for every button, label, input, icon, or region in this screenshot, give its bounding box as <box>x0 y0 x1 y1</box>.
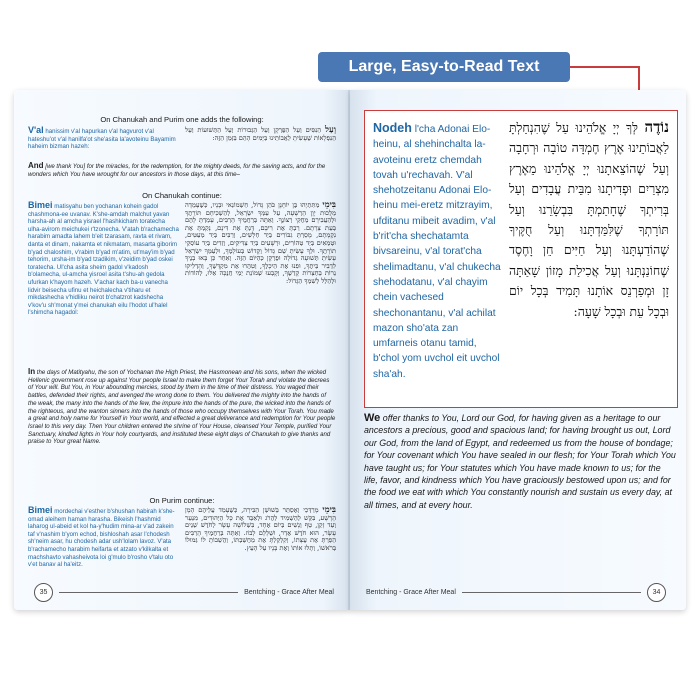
left-footer-rule <box>59 592 238 593</box>
vaal-en-lead: And <box>28 161 44 170</box>
vaal-block <box>28 127 336 167</box>
nodeh-tr-lead: Nodeh <box>373 121 412 135</box>
callout-label: Large, Easy-to-Read Text <box>318 52 570 82</box>
bimei-chanukah-block <box>28 202 336 362</box>
purim-tr-text: mordechai v'esther b'shushan habirah k'she-omad aleihem haman harasha. Bikeish l'hashmid laharog ul-abeid et kol ha-y'hudim mina-ar v'ad zakein taf v'nashim b'yom echod, bishloshah asar l'chodesh sh'neim asar, hu chodesh adar ush'lolam lavoz. V'ata b'rachamecho harabim heifarta et atzato v'kilkalta et machshavto vahasheivota loi g'mulo b'rosho v'talu oto v'et banav al ha'eitz. <box>28 508 175 569</box>
nodeh-transliteration <box>373 121 501 382</box>
bimei-purim-block <box>28 507 336 587</box>
bimei-en-text: the days of Matityahu, the son of Yochanan the High Priest, the Hasmonean and his sons, when the wicked Hellenic government rose up against Your people Israel to make them forget Your Torah and violate the decrees of Your will. But You, in Your abounding mercies, stood by them in the time of their distress. You waged their battles, defended their rights, and avenged the wrong done to them. You delivered the mighty into the hands of the weak, the many into the hands of the few, the impure into the hands of the pure, the wicked into the hands of the righteous, and the wanton sinners into the hands of those who occupy themselves with Your Torah. You made a great and holy name for Yourself in Your world, and effected a great deliverance and redemption for Your people Israel to this very day. Then Your children entered the shrine of Your House, cleansed Your Temple, purified Your Sanctuary, kindled lights in Your holy courtyards, and instituted these eight days of Chanukah to give thanks and praise to Your great Name. <box>28 369 336 446</box>
bimei-he-lead: בִּימֵי <box>322 200 336 210</box>
nodeh-english <box>364 412 676 511</box>
vaal-he-lead: וְעַל <box>325 125 336 135</box>
vaal-he-text: הַנִּסִּים וְעַל הַפֻּרְקָן וְעַל הַגְּבוּרוֹת וְעַל הַתְּשׁוּעוֹת וְעַל הַנִּפְלָאוֹת שֶׁעָשִׂיתָ לַאֲבוֹתֵינוּ בַּיָּמִים הָהֵם בַּזְּמַן הַזֶּה: <box>185 126 336 142</box>
right-footer-rule <box>462 592 641 593</box>
nodeh-tr-text: l'cha Adonai Elo-heinu, al shehinchalta la-avoteinu eretz chemdah tovah u'rechavah. V'al shehotzeitanu Adonai Elo-heinu mei-eretz mitzrayim, ufditanu mibeit avadim, v'al b'rit'cha shechatamta bivsareinu, v'al torat'cha shelimadtanu, v'al chukecha shehodatanu, v'al chayim chein vachesed shechonantanu, v'al achilat mazon sho'ata zan umfarneis otanu tamid, b'chol yom uvchol eit uvchol sha'ah. <box>373 124 501 380</box>
nodeh-he-text: לְּךָ יְיָ אֱלֹהֵינוּ עַל שֶׁהִנְחַלְתָּ לַאֲבוֹתֵינוּ אֶרֶץ חֶמְדָּה טוֹבָה וּרְחָבָה וְעַל שֶׁהוֹצֵאתָנוּ יְיָ אֱלֹהֵינוּ מֵאֶרֶץ מִצְרַיִם וּפְדִיתָנוּ מִבֵּית עֲבָדִים וְעַל בְּרִיתְךָ שֶׁחָתַמְתָּ בִּבְשָׂרֵנוּ וְעַל תּוֹרָתְךָ שֶׁלִּמַּדְתָּנוּ וְעַל חֻקֶּיךָ שֶׁהוֹדַעְתָּנוּ וְעַל חַיִּים חֵן וָחֶסֶד שֶׁחוֹנַנְתָּנוּ וְעַל אֲכִילַת מָזוֹן שָׁאַתָּה זָן וּמְפַרְנֵס אוֹתָנוּ תָּמִיד בְּכָל יוֹם וּבְכָל עֵת וּבְכָל שָׁעָה: <box>509 120 669 319</box>
callout-connector-horizontal <box>570 66 640 68</box>
vaal-en-text: [we thank You] for the miracles, for the redemption, for the mighty deeds, for the saving acts, and for the wonders which You have wrought for our ancestors in those days, at this time– <box>28 163 326 178</box>
nodeh-hebrew <box>509 117 669 322</box>
bimei-hebrew <box>185 202 336 362</box>
left-footer-title: Bentching - Grace After Meal <box>244 589 334 596</box>
bimei-tr-lead: Bimei <box>28 200 53 210</box>
left-page <box>14 90 350 610</box>
purim-he-lead: בִּימֵי <box>322 505 336 515</box>
right-footer-title: Bentching - Grace After Meal <box>366 589 456 596</box>
vaal-hebrew <box>185 127 336 167</box>
bimei-transliteration <box>28 202 179 362</box>
vaal-transliteration <box>28 127 179 167</box>
purim-transliteration <box>28 507 179 587</box>
bimei-tr-text: matisyahu ben yochanan kohein gadol chashmona-ee uvanav. K'she-amdah malchut yavan harsha-ah al amcha yisrael l'hashkicham toratecha ulha-avirom meichukei r'tzonecha. V'atah b'rachamecha harabim amadta lahem b'eit tzarasam, ravta et rivam, danta et dinam, nakamta et nikmatam, masarta giborim b'yad chaloshim, v'rabim b'yad m'atim, ut'may'im b'yad tehorim, ursha-im b'yad tzadikim, v'zeidim b'yad oskei toratecha. Ul'cha asita sheim gadol v'kadosh b'olamecha, ul-amcha yisroel asita t'shu-ah gedola ufurkan k'hayom hazeh. V'achar kach ba-u vanecha lidvir beisecha ufinu et heichalecha v'tiharu et mikdashecha v'hidliku neirot b'chatzrot kadshecha v'kov'u sh'monat y'mei chanukah eilu l'hodot ul'halel l'shimcha hagadol: <box>28 203 179 317</box>
purim-he-text: מָרְדְּכַי וְאֶסְתֵּר בְּשׁוּשַׁן הַבִּירָה, כְּשֶׁעָמַד עֲלֵיהֶם הָמָן הָרָשָׁע, בִּקֵּשׁ לְהַשְׁמִיד לַהֲרֹג וּלְאַבֵּד אֶת כָּל הַיְּהוּדִים, מִנַּעַר וְעַד זָקֵן, טַף וְנָשִׁים בְּיוֹם אֶחָד, בִּשְׁלוֹשָׁה עָשָׂר לְחֹדֶשׁ שְׁנֵים עָשָׂר, הוּא חֹדֶשׁ אֲדָר, וּשְׁלָלָם לָבוֹז. וְאַתָּה בְּרַחֲמֶיךָ הָרַבִּים הֵפַרְתָּ אֶת עֲצָתוֹ, וְקִלְקַלְתָּ אֶת מַחֲשַׁבְתּוֹ, וַהֲשֵׁבוֹתָ לּוֹ גְּמוּלוֹ בְּרֹאשׁוֹ, וְתָלוּ אוֹתוֹ וְאֶת בָּנָיו עַל הָעֵץ. <box>185 506 336 552</box>
left-footer <box>34 583 334 602</box>
section-heading-chanukah: On Chanukah continue: <box>142 191 222 200</box>
nodeh-en-text: offer thanks to You, Lord our God, for having given as a heritage to our ancestors a precious, good and spacious land; for having brought us out, Lord our God, from the land of Egypt, and redeemed us from the house of bondage; for Your covenant which You have sealed in our flesh; for Your Torah which You have taught us; for Your statutes which You have made known to us; for the life, favor, and kindness which You have graciously bestowed upon us; and for the food we eat with which You constantly nourish and sustain us every day, at all times, and at every hour. <box>364 413 676 510</box>
large-text-highlight-box <box>364 110 678 408</box>
right-page-number: 34 <box>647 583 666 602</box>
purim-tr-lead: Bimei <box>28 505 53 515</box>
bimei-en-lead: In <box>28 367 36 376</box>
left-page-number: 35 <box>34 583 53 602</box>
vaal-english <box>28 162 336 178</box>
purim-hebrew <box>185 507 336 587</box>
vaal-tr-lead: V'al <box>28 125 44 135</box>
bimei-he-text: מַתִּתְיָהוּ בֶּן יוֹחָנָן כֹּהֵן גָּדוֹל, חַשְׁמוֹנַאי וּבָנָיו, כְּשֶׁעָמְדָה מַלְכוּת יָוָן הָרְשָׁעָה, עַל עַמְּךָ יִשְׂרָאֵל, לְהַשְׁכִּיחָם תּוֹרָתֶךָ וּלְהַעֲבִירָם מֵחֻקֵּי רְצוֹנֶךָ. וְאַתָּה בְּרַחֲמֶיךָ הָרַבִּים, עָמַדְתָּ לָהֶם בְּעֵת צָרָתָם. רַבְתָּ אֶת רִיבָם, דַּנְתָּ אֶת דִּינָם, נָקַמְתָּ אֶת נִקְמָתָם, מָסַרְתָּ גִבּוֹרִים בְּיַד חַלָּשִׁים, וְרַבִּים בְּיַד מְעַטִּים, וּטְמֵאִים בְּיַד טְהוֹרִים, וּרְשָׁעִים בְּיַד צַדִּיקִים, וְזֵדִים בְּיַד עוֹסְקֵי תוֹרָתֶךָ. וּלְךָ עָשִׂיתָ שֵׁם גָּדוֹל וְקָדוֹשׁ בְּעוֹלָמֶךָ, וּלְעַמְּךָ יִשְׂרָאֵל עָשִׂיתָ תְּשׁוּעָה גְדוֹלָה וּפֻרְקָן כְּהַיּוֹם הַזֶּה. וְאַחַר כֵּן בָּאוּ בָנֶיךָ לִדְבִיר בֵּיתֶךָ, וּפִנּוּ אֶת הֵיכָלֶךָ, וְטִהֲרוּ אֶת מִקְדָּשֶׁךָ, וְהִדְלִיקוּ נֵרוֹת בְּחַצְרוֹת קָדְשֶׁךָ, וְקָבְעוּ שְׁמוֹנַת יְמֵי חֲנֻכָּה אֵלּוּ, לְהוֹדוֹת וּלְהַלֵּל לְשִׁמְךָ הַגָּדוֹל: <box>185 201 336 285</box>
nodeh-en-lead: We <box>364 412 381 424</box>
section-heading-purim: On Purim continue: <box>149 496 215 505</box>
bimei-english <box>28 368 336 446</box>
nodeh-he-lead: נוֹדֶה <box>644 118 669 136</box>
section-heading-chanukah-purim: On Chanukah and Purim one adds the following: <box>100 115 264 124</box>
right-footer <box>366 583 666 602</box>
vaal-tr-text: hanissim v'al hapurkan v'al hagvurot v'al hateshu'ot v'al hanilfa'ot she'asita la'avoteinu Bayamim haheim bizman hazeh: <box>28 128 176 151</box>
